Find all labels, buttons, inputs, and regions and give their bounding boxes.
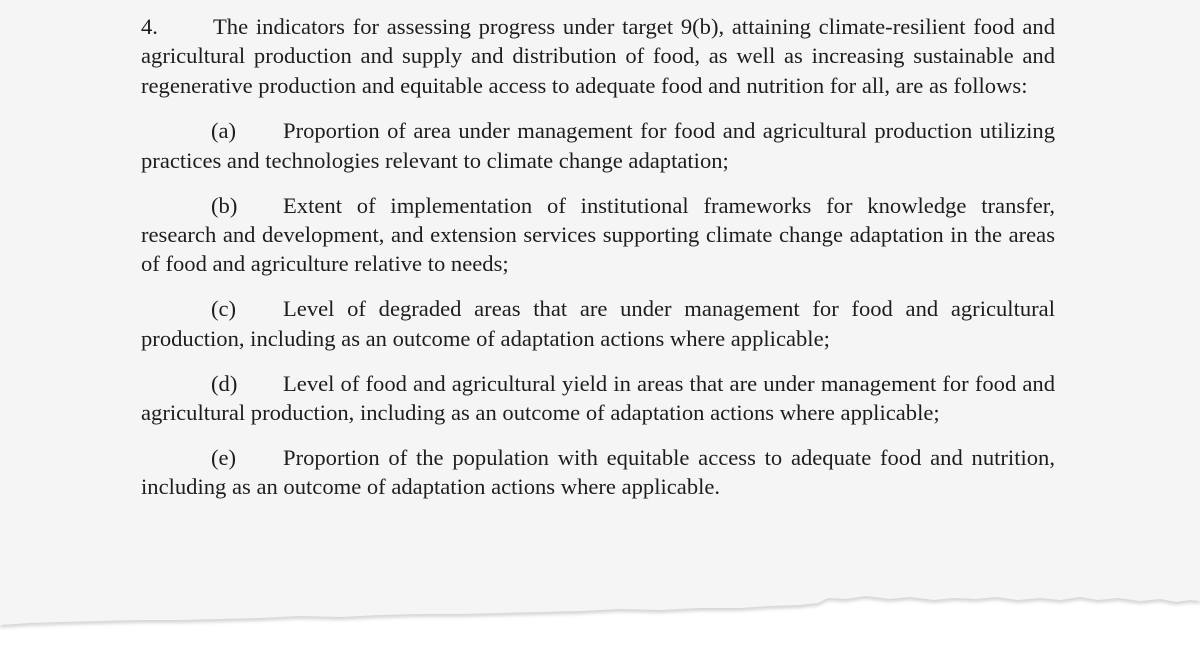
paragraph-number: 4.: [141, 14, 158, 39]
item-letter: (c): [211, 296, 237, 322]
indicator-item-a: [141, 116, 1055, 175]
indicator-item-b: [141, 191, 1055, 279]
item-text: Extent of implementation of institutional frameworks for knowledge transfer, research and development, and extension services supporting climate change adaptation in the areas of food and agriculture relative to needs;: [141, 192, 1055, 277]
item-text: Level of food and agricultural yield in areas that are under management for food and agricultural production, including as an outcome of adaptation actions where applicable;: [141, 370, 1055, 425]
item-text: Proportion of the population with equitable access to adequate food and nutrition, including as an outcome of adaptation actions where applicable.: [141, 444, 1055, 500]
document-body: [141, 12, 1055, 517]
paragraph-text: The indicators for assessing progress under target 9(b), attaining climate-resilient food and agricultural production and supply and distribution of food, as well as increasing sustainable and regenerative production and equitable access to adequate food and nutrition for all, are as follows:: [141, 14, 1055, 98]
indicator-item-e: [141, 443, 1055, 502]
indicator-item-c: [141, 294, 1055, 353]
paragraph-4: [141, 12, 1055, 100]
item-letter: (b): [211, 192, 238, 218]
item-letter: (e): [211, 444, 237, 470]
indicator-item-d: [141, 369, 1055, 428]
indicator-list: [141, 116, 1055, 501]
item-letter: (d): [211, 370, 238, 396]
item-letter: (a): [211, 118, 237, 144]
item-text: Proportion of area under management for food and agricultural production utilizing practices and technologies relevant to climate change adaptation;: [141, 118, 1055, 173]
item-text: Level of degraded areas that are under management for food and agricultural production, including as an outcome of adaptation actions where applicable;: [141, 296, 1055, 351]
